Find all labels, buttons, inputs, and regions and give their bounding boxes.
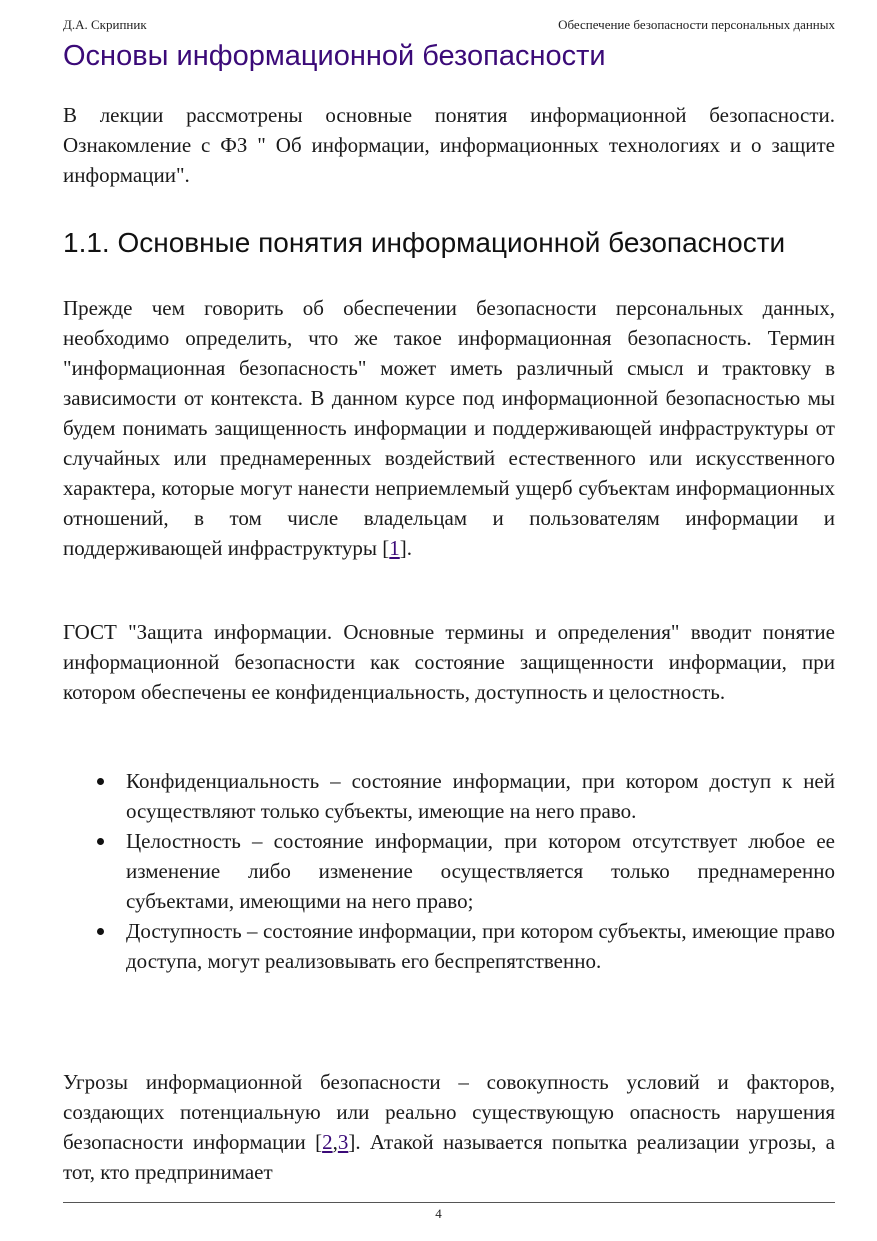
header-author: Д.А. Скрипник — [63, 17, 147, 32]
list-item-text: Доступность – состояние информации, при котором субъекты, имеющие право доступа, могут реализовывать его беспрепятственно. — [126, 919, 835, 973]
threats-paragraph-text: Угрозы информационной безопасности – совокупность условий и факторов, создающих потенциальную или реально существующую опасность нарушения безопасности информации [ — [63, 1070, 835, 1154]
definition-paragraph — [63, 293, 835, 563]
bullet-icon — [97, 928, 104, 935]
list-item — [63, 766, 835, 826]
gost-paragraph: ГОСТ "Защита информации. Основные термины и определения" вводит понятие информационной безопасности как состояние защищенности информации, при котором обеспечены ее конфиденциальность, доступность и целостность. — [63, 620, 835, 704]
reference-separator: , — [332, 1130, 338, 1154]
reference-link-1[interactable]: 1 — [389, 536, 400, 560]
reference-link-2[interactable]: 2 — [322, 1130, 333, 1154]
intro-paragraph: В лекции рассмотрены основные понятия информационной безопасности. Ознакомление с ФЗ " Об информации, информационных технологиях и о защите информации". — [63, 103, 835, 187]
footer-divider — [63, 1202, 835, 1203]
bullet-icon — [97, 778, 104, 785]
definition-paragraph-end: ]. — [399, 536, 413, 560]
list-item-text: Конфиденциальность – состояние информации, при котором доступ к ней осуществляют только субъекты, имеющие на него право. — [126, 769, 835, 823]
bullet-icon — [97, 838, 104, 845]
list-item-text: Целостность – состояние информации, при котором отсутствует любое ее изменение либо изменение осуществляется только преднамеренно субъектами, имеющими на него право; — [126, 829, 835, 913]
properties-list — [63, 766, 835, 976]
list-item — [63, 916, 835, 976]
reference-link-3[interactable]: 3 — [337, 1130, 349, 1154]
threats-paragraph — [63, 1067, 835, 1187]
list-item — [63, 826, 835, 916]
section-heading: 1.1. Основные понятия информационной безопасности — [63, 227, 786, 258]
page-title: Основы информационной безопасности — [63, 40, 606, 72]
threats-paragraph-continuation: ]. Атакой называется попытка реализации угрозы, а тот, кто предпринимает — [63, 1130, 835, 1184]
definition-paragraph-text: Прежде чем говорить об обеспечении безопасности персональных данных, необходимо определить, что же такое информационная безопасность. Термин "информационная безопасность" может иметь различный смысл и трактовку в зависимости от контекста. В данном курсе под информационной безопасностью мы будем понимать защищенность информации и поддерживающей инфраструктуры от случайных или преднамеренных воздействий естественного или искусственного характера, которые могут нанести неприемлемый ущерб субъектам информационных отношений, в том числе владельцам и пользователям информации и поддерживающей инфраструктуры [ — [63, 296, 835, 560]
header-course-title: Обеспечение безопасности персональных данных — [558, 17, 835, 32]
page-number: 4 — [435, 1206, 442, 1221]
